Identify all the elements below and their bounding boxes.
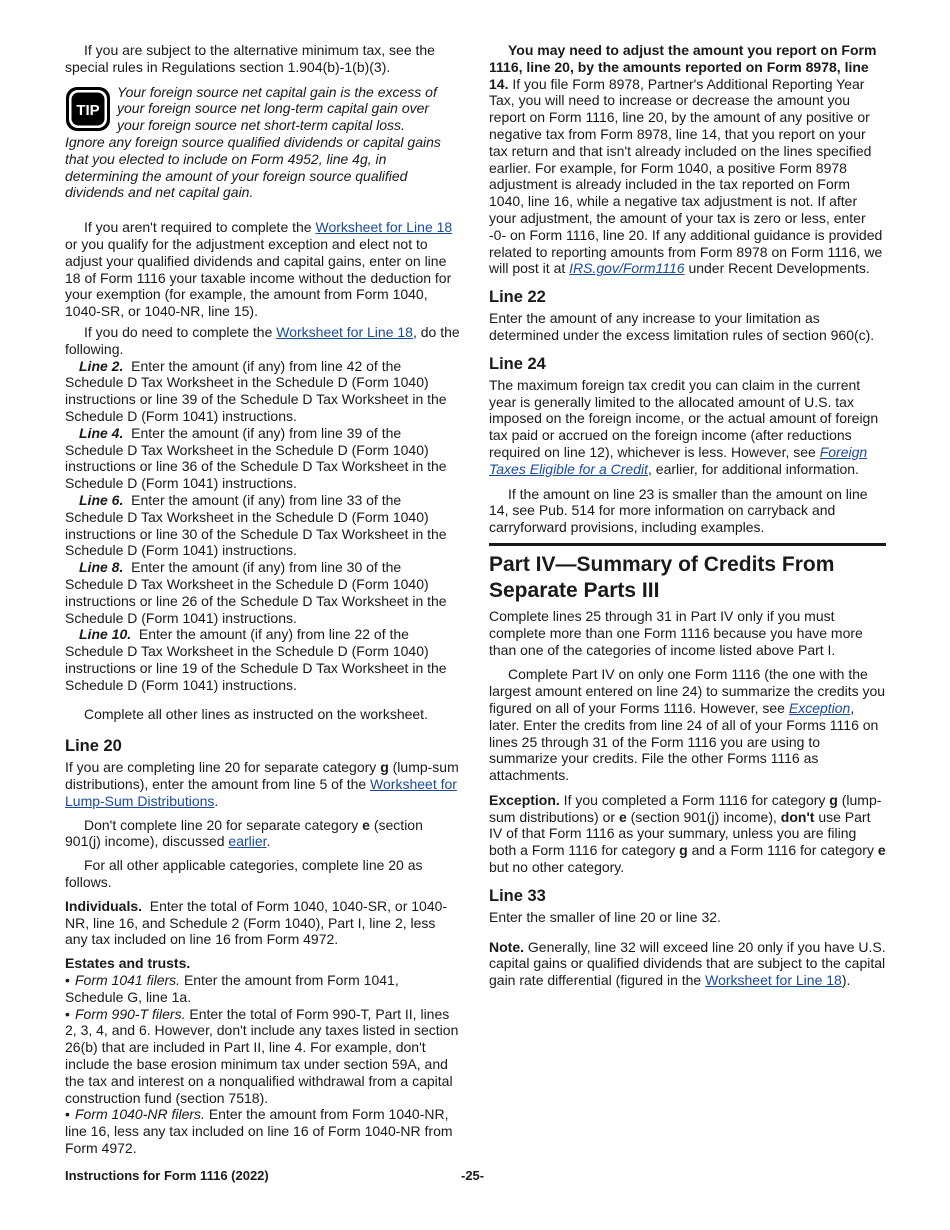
tip-icon-label: TIP [76, 101, 100, 119]
estates-heading: Estates and trusts. [65, 955, 191, 972]
list-item: Line 4. Enter the amount (if any) from line 39 of the Schedule D Tax Worksheet in the Schedule D (Form 1040) instructions or line 36 of the Schedule D Tax Worksheet in the Schedule D (Form 1041) instructions. [65, 424, 447, 492]
part4-heading: Part IV—Summary of Credits From Separate Parts III [489, 552, 835, 602]
worksheet-lump-sum-link[interactable]: Worksheet for Lump-Sum Distributions [65, 776, 457, 809]
complete-all-text: Complete all other lines as instructed on the worksheet. [84, 706, 428, 723]
form8978-paragraph: You may need to adjust the amount you report on Form 1116, line 20, by the amounts reported on Form 8978, line 14. If you file Form 8978, Partner's Additional Reporting Year Tax, you will need to increase or decrease the amount you report on Form 1116, line 20, by the amount of any positive or negative tax from Form 8978, line 14, that you report on your tax return and that isn't already included on the lines specified earlier. For example, for Form 1040, a positive Form 8978 adjustment is already included in the tax reported on Form 1040, line 16, while a negative tax adjustment is not. If after your adjustment, the amount of your tax is zero or less, enter -0- on Form 1116, line 20. If any additional guidance is provided related to reporting amounts from Form 8978 on Form 1116, we will post it at IRS.gov/Form1116 under Recent Developments. [489, 42, 883, 277]
tip-text-continued: Ignore any foreign source qualified dividends or capital gains that you elected to include on Form 4952, line 4g, in determining the amount of your foreign source qualified dividends and net capital gain. [65, 133, 441, 201]
bullet-icon: • [65, 1005, 70, 1022]
worksheet-line18-link[interactable]: Worksheet for Line 18 [705, 972, 842, 989]
line33-text: Enter the smaller of line 20 or line 32. [489, 908, 721, 925]
line20-heading: Line 20 [65, 737, 122, 756]
page-number: -25- [461, 1168, 485, 1183]
line20-paragraph-2: Don't complete line 20 for separate category e (section 901(j) income), discussed earlier. [65, 816, 423, 850]
line22-heading: Line 22 [489, 288, 546, 307]
right-column [489, 42, 886, 989]
tip-text: Your foreign source net capital gain is the excess of your foreign source net long-term capital gain over your foreign source net short-term capital loss. [117, 83, 437, 134]
worksheet-line18-link[interactable]: Worksheet for Line 18 [315, 219, 453, 236]
amt-intro: If you are subject to the alternative minimum tax, see the special rules in Regulations section 1.904(b)-1(b)(3). [65, 42, 435, 75]
tip-icon [65, 86, 111, 132]
list-item: Line 2. Enter the amount (if any) from line 42 of the Schedule D Tax Worksheet in the Schedule D (Form 1040) instructions or line 39 of the Schedule D Tax Worksheet in the Schedule D (Form 1041) instructions. [65, 357, 447, 424]
part4-paragraph-2: Complete Part IV on only one Form 1116 (the one with the largest amount entered on line 24) to summarize the credits you figured on all of your Forms 1116. However, see Exception, later. Enter the credits from line 24 of all of your Forms 1116 on lines 25 through 31 of the Form 1116 you are using to summarize your credits. File the other Forms 1116 as attachments. [489, 666, 886, 784]
exception-link[interactable]: Exception [788, 699, 851, 716]
earlier-link[interactable]: earlier [228, 833, 267, 850]
foreign-taxes-link[interactable]: Foreign Taxes Eligible for a Credit [489, 443, 868, 477]
line24-paragraph-2: If the amount on line 23 is smaller than the amount on line 14, see Pub. 514 for more information on carryback and carryforward provisions, including examples. [489, 485, 868, 536]
exception-paragraph: Exception. If you completed a Form 1116 for category g (lump-sum distributions) or e (section 901(j) income), don't use Part IV of that Form 1116 as your summary, unless you are filing both a Form 1116 for category g and a Form 1116 for category e but no other category. [489, 791, 886, 876]
list-item: • Form 990-T filers. Enter the total of Form 990-T, Part II, lines 2, 3, 4, and 6. However, don't include any taxes listed in section 26(b) that are included in Part II, line 4. For example, don't include the base erosion minimum tax under section 59A, and the tax and interest on a nonqualified withdrawal from a capital construction fund (section 7518). [65, 1005, 459, 1106]
list-item: Line 8. Enter the amount (if any) from line 30 of the Schedule D Tax Worksheet in the Schedule D (Form 1040) instructions or line 26 of the Schedule D Tax Worksheet in the Schedule D (Form 1041) instructions. [65, 559, 447, 626]
line20-paragraph-1: If you are completing line 20 for separate category g (lump-sum distributions), enter the amount from line 5 of the Worksheet for Lump-Sum Distributions. [65, 759, 459, 809]
tip-box [65, 84, 460, 134]
list-item: Line 6. Enter the amount (if any) from line 33 of the Schedule D Tax Worksheet in the Schedule D (Form 1040) instructions or line 30 of the Schedule D Tax Worksheet in the Schedule D (Form 1041) instructions. [65, 491, 447, 559]
individuals-paragraph: Individuals. Enter the total of Form 1040, 1040-SR, or 1040-NR, line 16, and Schedule 2 (Form 1040), Part I, line 2, less any tax included on line 16 from Form 4972. [65, 897, 448, 948]
line22-text: Enter the amount of any increase to your limitation as determined under the excess limitation rules of section 960(c). [489, 310, 875, 343]
page-footer [65, 1168, 886, 1185]
bullet-icon: • [65, 972, 70, 989]
footer-title: Instructions for Form 1116 (2022) [65, 1168, 269, 1183]
line24-paragraph-1: The maximum foreign tax credit you can claim in the current year is generally limited to the allocated amount of U.S. tax imposed on the foreign income, or the actual amount of foreign tax paid or accrued on the foreign income (after reductions required on line 12), whichever is less. However, see Foreign Taxes Eligible for a Credit, earlier, for additional information. [489, 376, 879, 477]
line-items-list [65, 358, 460, 694]
bullet-icon: • [65, 1106, 70, 1123]
left-column [65, 42, 460, 1157]
list-item: Line 10. Enter the amount (if any) from line 22 of the Schedule D Tax Worksheet in the Schedule D (Form 1040) instructions or line 19 of the Schedule D Tax Worksheet in the Schedule D (Form 1041) instructions. [65, 626, 447, 693]
line20-paragraph-3: For all other applicable categories, complete line 20 as follows. [65, 857, 423, 891]
paragraph-not-required: If you aren't required to complete the Worksheet for Line 18 or you qualify for the adjustment exception and elect not to adjust your qualified dividends and capital gains, enter on line 18 of Form 1116 your taxable income without the deduction for your exemption (for example, the amount from Form 1040, 1040-SR, or 1040-NR, line 15). [65, 219, 453, 320]
list-item: • Form 1040-NR filers. Enter the amount from Form 1040-NR, line 16, less any tax included on line 16 of Form 1040-NR from Form 4972. [65, 1106, 453, 1157]
list-item: • Form 1041 filers. Enter the amount from Form 1041, Schedule G, line 1a. [65, 972, 399, 1005]
note-paragraph: Note. Generally, line 32 will exceed line 20 only if you have U.S. capital gains or qualified dividends that are subject to the capital gain rate differential (figured in the Worksheet for Line 18). [489, 938, 886, 989]
line33-heading: Line 33 [489, 886, 546, 905]
worksheet-line18-link[interactable]: Worksheet for Line 18 [276, 323, 413, 340]
paragraph-do-need: If you do need to complete the Worksheet for Line 18, do the following. [65, 323, 460, 357]
line24-heading: Line 24 [489, 354, 546, 373]
part4-paragraph-1: Complete lines 25 through 31 in Part IV only if you must complete more than one Form 1116 because you have more than one of the categories of income listed above Part I. [489, 607, 863, 658]
irs-form1116-link[interactable]: IRS.gov/Form1116 [569, 260, 685, 277]
